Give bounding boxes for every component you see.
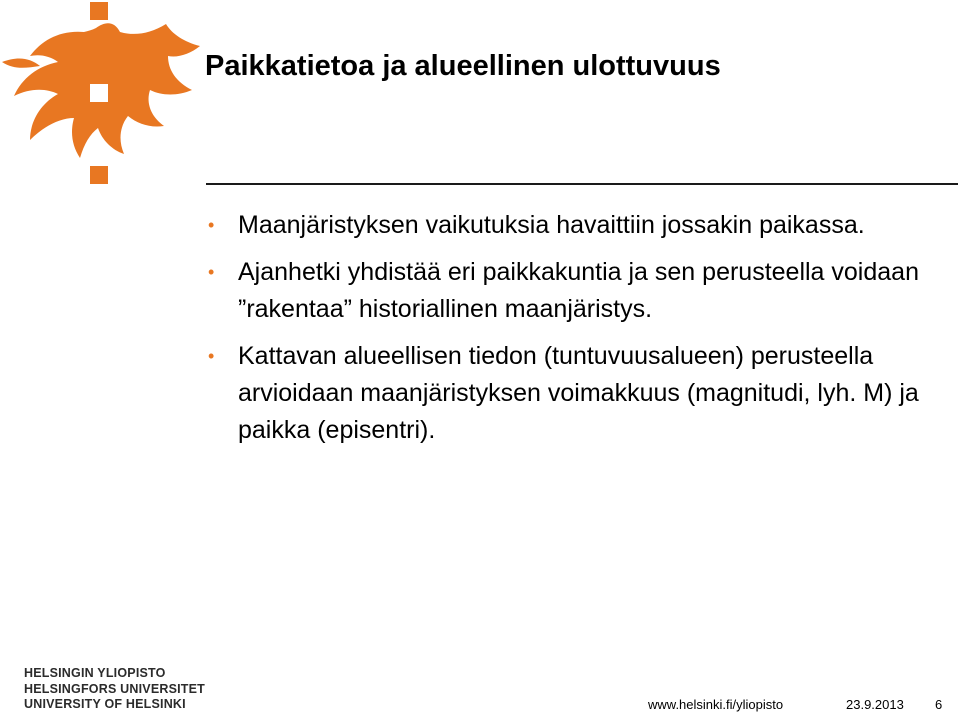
bullet-item [208, 207, 958, 244]
bullet-item [208, 338, 958, 449]
university-name-sv: HELSINGFORS UNIVERSITET [24, 681, 206, 696]
bullet-dot-icon: • [208, 262, 215, 282]
university-name-en: UNIVERSITY OF HELSINKI [24, 697, 186, 711]
bullet-dot-icon: • [208, 215, 215, 235]
flame-torch-icon [0, 0, 210, 190]
bullet-item [208, 254, 958, 328]
footer-url: www.helsinki.fi/yliopisto [648, 697, 784, 712]
bullet-list [208, 207, 958, 459]
bullet-text: Kattavan alueellisen tiedon (tuntuvuusalueen) perusteella arvioidaan maanjäristyksen voimakkuus (magnitudi, lyh. M) ja paikka (episentri). [238, 342, 919, 444]
footer-date: 23.9.2013 [846, 697, 904, 712]
page-number: 6 [935, 697, 943, 712]
university-name [24, 666, 205, 713]
bullet-dot-icon: • [208, 346, 215, 366]
bullet-text: Maanjäristyksen vaikutuksia havaittiin jossakin paikassa. [238, 211, 865, 239]
slide-title: Paikkatietoa ja alueellinen ulottuvuus [205, 50, 721, 82]
university-name-fi: HELSINGIN YLIOPISTO [24, 666, 166, 680]
title-divider [206, 183, 958, 185]
bullet-text: Ajanhetki yhdistää eri paikkakuntia ja sen perusteella voidaan ”rakentaa” historiallinen maanjäristys. [238, 258, 919, 323]
